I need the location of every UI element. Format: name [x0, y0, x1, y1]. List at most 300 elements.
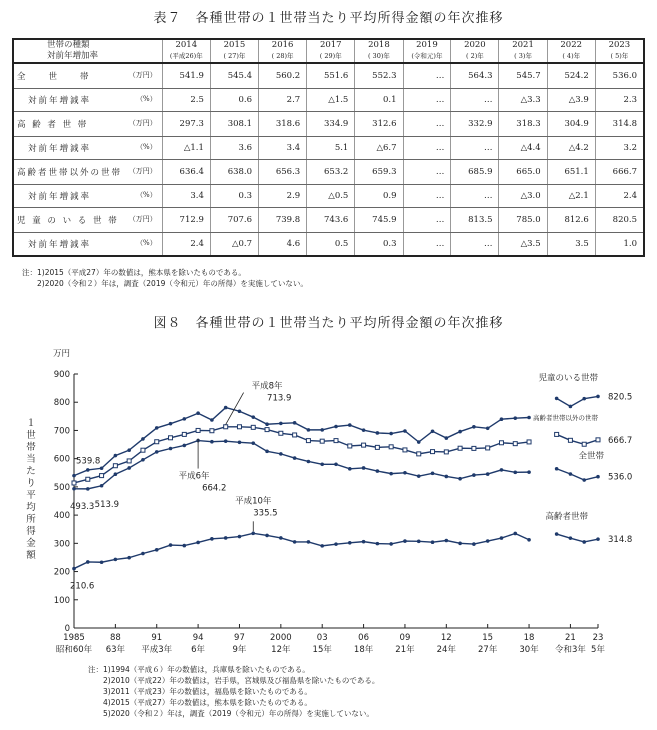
value-cell: 2.4: [595, 185, 644, 208]
value-cell: 2.4: [162, 233, 210, 257]
x-tick-label: 03: [316, 633, 328, 643]
data-point: [431, 450, 435, 454]
y-axis-label: １世帯当たり平均所得金額: [26, 418, 36, 561]
data-point: [431, 429, 435, 433]
row-label-cell: [13, 112, 162, 137]
data-point: [265, 422, 269, 426]
x-tick-label: 2000: [270, 633, 292, 643]
data-point: [155, 548, 159, 552]
data-point: [486, 472, 490, 476]
value-cell: 3.4: [162, 185, 210, 208]
data-point: [155, 450, 159, 454]
value-cell: △3.5: [499, 233, 547, 257]
data-point: [183, 417, 187, 421]
value-cell: 659.3: [355, 160, 403, 185]
value-cell: 651.1: [547, 160, 595, 185]
era-label: ( 2)年: [466, 52, 484, 60]
data-point: [169, 447, 173, 451]
data-point: [100, 484, 104, 488]
data-point: [114, 454, 118, 458]
y-tick-label: 0: [64, 624, 70, 634]
data-point: [72, 481, 76, 485]
row-unit: （%）: [136, 239, 157, 247]
table-row: [13, 137, 644, 160]
value-cell: 820.5: [595, 208, 644, 233]
x-era-tick-label: 昭和60年: [55, 645, 93, 655]
era-label: ( 28)年: [271, 52, 294, 60]
value-cell: 707.6: [210, 208, 258, 233]
data-point: [596, 395, 600, 399]
value-cell: 552.3: [355, 63, 403, 89]
data-point: [279, 536, 283, 540]
data-point: [376, 431, 380, 435]
line-chart: [0, 330, 657, 660]
data-point: [472, 425, 476, 429]
x-era-tick-label: 9年: [232, 645, 247, 655]
era-label: ( 27)年: [223, 52, 246, 60]
legend-label: 全世帯: [578, 451, 604, 462]
series-line: [557, 434, 598, 444]
year-label: 2019: [416, 40, 438, 50]
data-point: [86, 468, 90, 472]
series-line: [74, 408, 529, 476]
data-point: [403, 429, 407, 433]
data-point: [444, 450, 448, 454]
data-point: [307, 540, 311, 544]
x-tick-label: 12: [440, 633, 452, 643]
data-point: [169, 422, 173, 426]
legend-label: 高齢者世帯: [545, 512, 588, 523]
data-point: [334, 542, 338, 546]
value-cell: 785.0: [499, 208, 547, 233]
value-cell: 665.0: [499, 160, 547, 185]
value-cell: △3.3: [499, 89, 547, 112]
data-point: [293, 421, 297, 425]
era-label: (令和元)年: [411, 52, 443, 60]
data-point: [86, 560, 90, 564]
data-point: [182, 432, 186, 436]
value-cell: 4.6: [259, 233, 307, 257]
legend-label: 高齢者世帯以外の世帯: [533, 413, 598, 422]
value-cell: 743.6: [307, 208, 355, 233]
table-row: [13, 63, 644, 89]
data-point: [196, 541, 200, 545]
y-tick-label: 200: [53, 567, 70, 578]
x-era-tick-label: 18年: [353, 645, 374, 655]
value-cell: …: [451, 137, 499, 160]
value-cell: △0.7: [210, 233, 258, 257]
data-point: [417, 440, 421, 444]
data-point: [251, 532, 255, 536]
value-cell: 545.7: [499, 63, 547, 89]
data-point: [486, 426, 490, 430]
value-cell: △1.5: [307, 89, 355, 112]
value-cell: 297.3: [162, 112, 210, 137]
data-point: [458, 446, 462, 450]
era-label: ( 29)年: [319, 52, 342, 60]
value-cell: …: [403, 63, 451, 89]
data-point: [100, 466, 104, 470]
x-era-tick-label: 15年: [312, 645, 332, 655]
data-point: [293, 433, 297, 437]
value-cell: 318.6: [259, 112, 307, 137]
value-cell: 0.3: [355, 233, 403, 257]
y-tick-label: 500: [53, 482, 70, 493]
row-label: 高齢者世帯以外の世帯: [17, 168, 123, 178]
value-cell: 745.9: [355, 208, 403, 233]
data-point: [72, 474, 76, 478]
data-point: [251, 441, 255, 445]
data-point: [238, 535, 242, 539]
x-era-tick-label: 30年: [519, 645, 539, 655]
data-point: [472, 542, 476, 546]
year-label: 2021: [512, 40, 534, 50]
value-cell: 308.1: [210, 112, 258, 137]
data-point: [582, 478, 586, 482]
data-point: [472, 473, 476, 477]
value-cell: 0.1: [355, 89, 403, 112]
series-line: [74, 427, 529, 483]
value-cell: 2.7: [259, 89, 307, 112]
value-cell: △6.7: [355, 137, 403, 160]
data-point: [196, 411, 200, 415]
value-cell: △4.4: [499, 137, 547, 160]
data-point: [183, 444, 187, 448]
data-point: [100, 474, 104, 478]
value-cell: △3.0: [499, 185, 547, 208]
year-label: 2015: [223, 40, 246, 50]
row-unit: （%）: [136, 191, 157, 199]
data-point: [279, 452, 283, 456]
data-point: [555, 397, 559, 401]
data-point: [375, 445, 379, 449]
data-point: [499, 441, 503, 445]
value-cell: …: [403, 89, 451, 112]
value-cell: 3.2: [595, 137, 644, 160]
value-cell: 653.2: [307, 160, 355, 185]
year-header: [355, 39, 403, 63]
value-cell: …: [451, 185, 499, 208]
data-point: [348, 444, 352, 448]
data-point: [183, 544, 187, 548]
value-cell: …: [403, 137, 451, 160]
data-point: [293, 540, 297, 544]
year-header: [210, 39, 258, 63]
data-point: [293, 456, 297, 460]
y-tick-label: 600: [53, 454, 70, 465]
data-point: [141, 448, 145, 452]
data-point: [569, 472, 573, 476]
data-point: [458, 477, 462, 481]
value-cell: 813.5: [451, 208, 499, 233]
note-line: 3)2011（平成23）年の数値は，福島県を除いたものである。: [88, 687, 312, 696]
data-point: [403, 471, 407, 475]
data-point: [251, 425, 255, 429]
value-cell: 318.3: [499, 112, 547, 137]
row-label: 対前年増減率: [28, 240, 92, 250]
y-tick-label: 100: [53, 595, 70, 606]
x-era-tick-label: 21年: [395, 645, 415, 655]
end-value-label: 314.8: [608, 535, 633, 546]
y-tick-label: 900: [53, 370, 70, 380]
note-line: 注：1)1994（平成６）年の数値は，兵庫県を除いたものである。: [88, 665, 310, 674]
y-tick-label: 800: [53, 398, 70, 409]
row-unit: （%）: [136, 95, 157, 103]
data-point: [72, 487, 76, 491]
row-label: 対前年増減率: [28, 192, 92, 202]
row-label-cell: [13, 185, 162, 208]
note-line: 2)2010（平成22）年の数値は，岩手県，宮城県及び福島県を除いたものである。: [88, 676, 380, 685]
data-point: [389, 542, 393, 546]
data-point: [334, 425, 338, 429]
table-corner-header: [13, 39, 162, 63]
year-header: [595, 39, 644, 63]
value-cell: …: [451, 89, 499, 112]
data-point: [155, 426, 159, 430]
data-point: [555, 467, 559, 471]
value-cell: 524.2: [547, 63, 595, 89]
x-era-tick-label: 5年: [591, 645, 605, 655]
value-cell: 560.2: [259, 63, 307, 89]
row-unit: （万円）: [128, 119, 157, 127]
value-cell: …: [403, 233, 451, 257]
data-point: [210, 440, 214, 444]
annotation-value: 664.2: [202, 483, 227, 494]
data-point: [431, 540, 435, 544]
year-header: [403, 39, 451, 63]
row-label-cell: [13, 233, 162, 257]
data-point: [127, 459, 131, 463]
end-value-label: 820.5: [608, 392, 633, 403]
x-tick-label: 06: [358, 633, 369, 643]
value-cell: 739.8: [259, 208, 307, 233]
x-tick-label: 88: [109, 633, 121, 643]
note-line: 4)2015（平成27）年の数値は，熊本県を除いたものである。: [88, 698, 312, 707]
y-tick-label: 700: [53, 426, 70, 437]
value-cell: 666.7: [595, 160, 644, 185]
data-point: [86, 477, 90, 481]
value-cell: 2.9: [259, 185, 307, 208]
data-point: [513, 532, 517, 536]
legend-label: 児童のいる世帯: [538, 373, 598, 384]
data-point: [362, 466, 366, 470]
data-point: [376, 542, 380, 546]
value-cell: △0.5: [307, 185, 355, 208]
data-point: [334, 463, 338, 467]
data-point: [555, 532, 559, 536]
data-point: [569, 405, 573, 409]
data-point: [100, 560, 104, 564]
data-point: [127, 556, 131, 560]
table-row: [13, 160, 644, 185]
data-point: [224, 536, 228, 540]
data-point: [210, 429, 214, 433]
data-point: [389, 432, 393, 436]
value-cell: △4.2: [547, 137, 595, 160]
value-cell: 314.8: [595, 112, 644, 137]
data-point: [362, 540, 366, 544]
data-point: [348, 467, 352, 471]
table-header-row: [13, 39, 644, 63]
x-era-tick-label: 6年: [191, 645, 206, 655]
table-row: [13, 89, 644, 112]
y-tick-label: 400: [53, 511, 70, 522]
value-cell: 541.9: [162, 63, 210, 89]
table-row: [13, 185, 644, 208]
data-point: [238, 409, 242, 413]
annotation-value: 513.9: [94, 499, 120, 510]
year-label: 2023: [608, 40, 631, 50]
header-rate-label: 対前年増加率: [47, 51, 99, 61]
data-point: [596, 475, 600, 479]
data-point: [389, 445, 393, 449]
data-point: [265, 450, 269, 454]
table-title: 表７ 各種世帯の１世帯当たり平均所得金額の年次推移: [153, 11, 504, 26]
value-cell: 332.9: [451, 112, 499, 137]
data-point: [265, 534, 269, 538]
row-unit: （%）: [136, 143, 157, 151]
end-value-label: 666.7: [608, 435, 633, 446]
value-cell: 551.6: [307, 63, 355, 89]
data-point: [279, 431, 283, 435]
data-point: [500, 536, 504, 540]
year-label: 2020: [464, 40, 486, 50]
data-point: [417, 540, 421, 544]
year-header: [259, 39, 307, 63]
x-tick-label: 94: [192, 633, 204, 643]
data-point: [169, 543, 173, 547]
data-point: [431, 472, 435, 476]
row-label: 高 齢 者 世 帯: [17, 120, 89, 130]
annotation-label: 平成6年: [178, 471, 210, 482]
x-tick-label: 15: [482, 633, 494, 643]
data-point: [362, 443, 366, 447]
table-row: [13, 233, 644, 257]
data-point: [445, 436, 449, 440]
data-point: [127, 466, 131, 470]
value-cell: …: [403, 160, 451, 185]
annotation-value: 210.6: [70, 581, 95, 592]
data-point: [486, 539, 490, 543]
value-cell: 1.0: [595, 233, 644, 257]
data-point: [306, 439, 310, 443]
data-point: [403, 448, 407, 452]
x-tick-label: 1985: [63, 633, 85, 643]
value-cell: 0.6: [210, 89, 258, 112]
note-line: 2)2020（令和２）年は，調査（2019（令和元）年の所得）を実施していない。: [22, 279, 308, 288]
value-cell: 0.5: [307, 233, 355, 257]
data-point: [155, 440, 159, 444]
annotation-value: 539.8: [76, 456, 101, 467]
data-point: [114, 558, 118, 562]
year-header: [451, 39, 499, 63]
era-label: ( 3)年: [514, 52, 532, 60]
year-header: [307, 39, 355, 63]
x-tick-label: 21: [565, 633, 576, 643]
value-cell: 712.9: [162, 208, 210, 233]
annotation-label: 平成8年: [251, 381, 283, 392]
year-label: 2022: [560, 40, 583, 50]
data-point: [527, 470, 531, 474]
data-point: [445, 539, 449, 543]
data-point: [169, 436, 173, 440]
y-tick-label: 300: [53, 539, 70, 550]
value-cell: 5.1: [307, 137, 355, 160]
row-label: 対前年増減率: [28, 96, 92, 106]
y-unit-label: 万円: [52, 349, 70, 359]
data-point: [265, 428, 269, 432]
data-point: [238, 440, 242, 444]
data-point: [237, 425, 241, 429]
value-cell: △2.1: [547, 185, 595, 208]
data-point: [472, 446, 476, 450]
x-tick-label: 18: [523, 633, 535, 643]
value-cell: 812.6: [547, 208, 595, 233]
figure-title: 図８ 各種世帯の１世帯当たり平均所得金額の年次推移: [153, 316, 504, 331]
value-cell: 545.4: [210, 63, 258, 89]
data-point: [279, 422, 283, 426]
x-era-tick-label: 平成3年: [141, 645, 173, 655]
data-point: [417, 452, 421, 456]
value-cell: …: [451, 233, 499, 257]
data-point: [320, 463, 324, 467]
data-point: [224, 425, 228, 429]
x-tick-label: 23: [592, 633, 604, 643]
data-point: [141, 552, 145, 556]
series-line: [74, 533, 529, 568]
row-label-cell: [13, 63, 162, 89]
value-cell: 3.6: [210, 137, 258, 160]
data-point: [362, 428, 366, 432]
value-cell: …: [403, 208, 451, 233]
data-point: [513, 416, 517, 420]
value-cell: 638.0: [210, 160, 258, 185]
row-label-cell: [13, 160, 162, 185]
annotation-value: 493.3: [70, 501, 95, 512]
year-label: 2017: [319, 40, 342, 50]
value-cell: 2.3: [595, 89, 644, 112]
year-header: [547, 39, 595, 63]
header-type-label: 世帯の種類: [47, 40, 90, 50]
x-era-tick-label: 令和3年: [554, 645, 586, 655]
data-point: [445, 475, 449, 479]
value-cell: 334.9: [307, 112, 355, 137]
note-line: 注：1)2015（平成27）年の数値は，熊本県を除いたものである。: [22, 268, 246, 277]
data-point: [86, 487, 90, 491]
data-point: [582, 540, 586, 544]
x-tick-label: 91: [151, 633, 163, 643]
data-point: [127, 448, 131, 452]
data-point: [348, 541, 352, 545]
value-cell: 2.5: [162, 89, 210, 112]
data-point: [141, 437, 145, 441]
annotation-label: 平成10年: [235, 496, 272, 507]
value-cell: 312.6: [355, 112, 403, 137]
value-cell: 0.9: [355, 185, 403, 208]
data-point: [527, 440, 531, 444]
data-point: [582, 397, 586, 401]
data-point: [334, 439, 338, 443]
value-cell: …: [403, 185, 451, 208]
row-unit: （万円）: [128, 215, 157, 223]
value-cell: …: [403, 112, 451, 137]
era-label: ( 5)年: [610, 52, 629, 60]
value-cell: 0.3: [210, 185, 258, 208]
data-point: [141, 458, 145, 462]
data-point: [417, 474, 421, 478]
note-line: 5)2020（令和２）年は，調査（2019（令和元）年の所得）を実施していない。: [88, 709, 374, 718]
table-row: [13, 112, 644, 137]
